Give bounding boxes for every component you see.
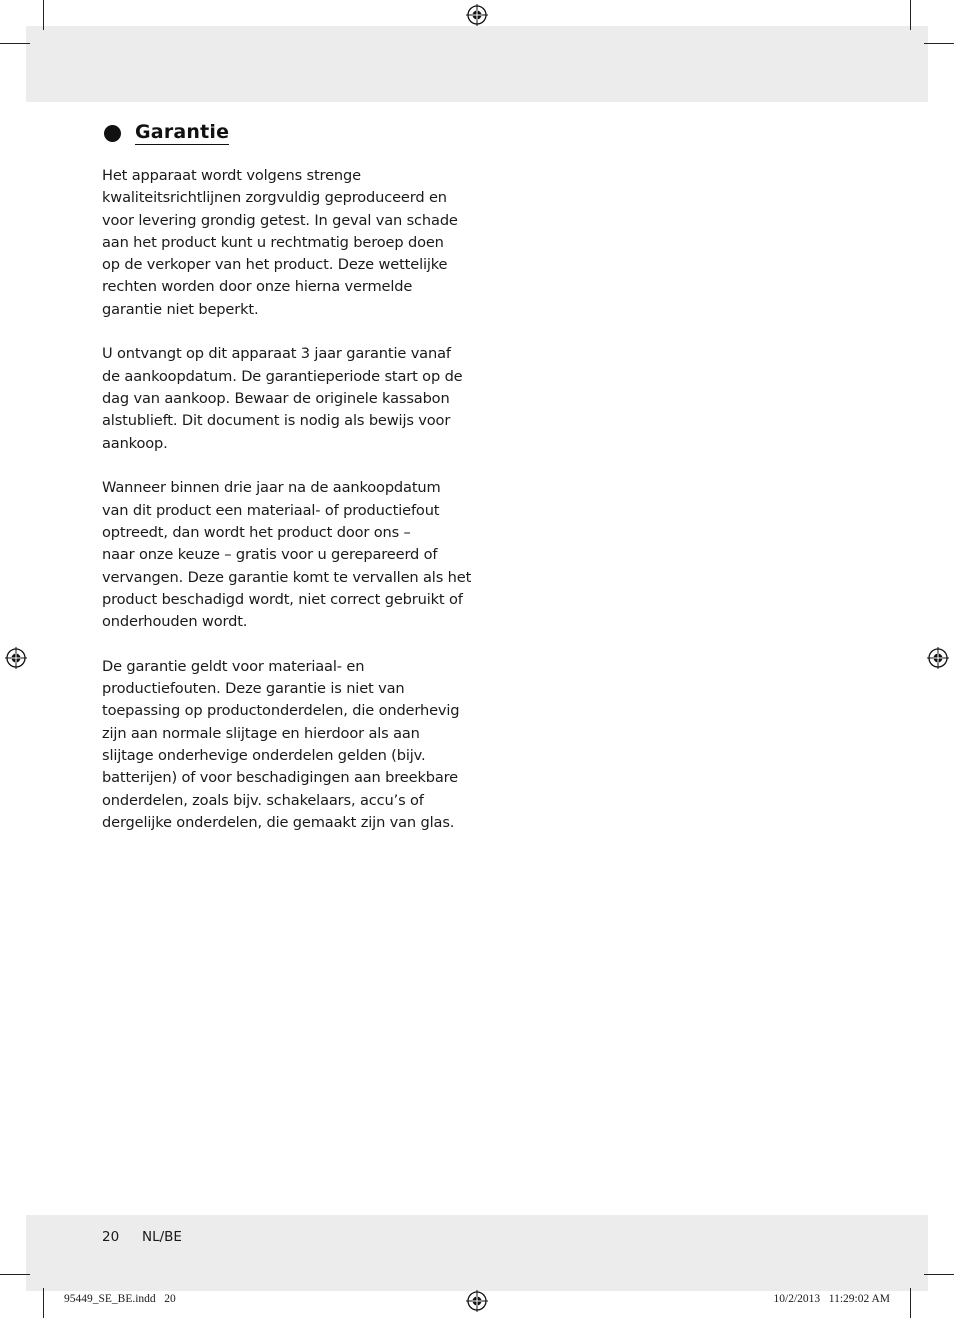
registration-mark-icon	[5, 647, 27, 669]
text-line: De garantie geldt voor materiaal- en	[102, 657, 365, 675]
text-line: productiefouten. Deze garantie is niet van	[102, 680, 405, 698]
text-line: zijn aan normale slijtage en hierdoor als aan	[102, 724, 420, 742]
text-line: de aankoopdatum. De garantieperiode start op de	[102, 367, 463, 385]
paragraph	[102, 656, 474, 834]
page-number: 20	[102, 1229, 120, 1245]
crop-mark	[910, 1288, 911, 1318]
text-line: naar onze keuze – gratis voor u gerepareerd of	[102, 546, 438, 564]
text-line: U ontvangt op dit apparaat 3 jaar garantie vanaf	[102, 345, 451, 363]
text-line: toepassing op productonderdelen, die onderhevig	[102, 702, 460, 720]
crop-mark	[0, 1274, 30, 1275]
header-band	[26, 26, 928, 102]
text-line: op de verkoper van het product. Deze wettelijke	[102, 256, 448, 274]
text-line: slijtage onderhevige onderdelen gelden (bijv.	[102, 747, 426, 764]
paragraph	[102, 343, 474, 454]
registration-mark-icon	[466, 1290, 488, 1312]
paragraph	[102, 477, 474, 633]
crop-mark	[43, 1288, 44, 1318]
crop-mark	[0, 43, 30, 44]
text-line: onderhouden wordt.	[102, 613, 248, 631]
footer-band	[26, 1215, 928, 1291]
crop-mark	[924, 1274, 954, 1275]
registration-mark-icon	[466, 4, 488, 26]
text-line: batterijen) of voor beschadigingen aan breekbare	[102, 769, 459, 787]
text-line: garantie niet beperkt.	[102, 300, 259, 318]
text-line: Het apparaat wordt volgens strenge	[102, 167, 361, 184]
text-line: optreedt, dan wordt het product door ons –	[102, 523, 411, 541]
text-line: van dit product een materiaal- of productiefout	[102, 501, 440, 519]
language-code: NL/BE	[142, 1229, 182, 1245]
text-line: aan het product kunt u rechtmatig beroep doen	[102, 233, 444, 251]
slug-timestamp: 10/2/2013 11:29:02 AM	[773, 1293, 890, 1305]
text-line: dergelijke onderdelen, die gemaakt zijn van glas.	[102, 813, 455, 831]
section-heading	[104, 121, 229, 145]
bullet-icon	[104, 125, 121, 142]
registration-mark-icon	[927, 647, 949, 669]
text-line: alstublieft. Dit document is nodig als bewijs voor	[102, 412, 451, 430]
text-line: rechten worden door onze hierna vermelde	[102, 278, 413, 296]
paragraph	[102, 165, 474, 321]
body-text	[102, 165, 474, 857]
text-line: kwaliteitsrichtlijnen zorgvuldig geproduceerd en	[102, 189, 447, 207]
crop-mark	[924, 43, 954, 44]
text-line: voor levering grondig getest. In geval van schade	[102, 211, 458, 229]
crop-mark	[910, 0, 911, 30]
text-line: aankoop.	[102, 434, 168, 452]
text-line: dag van aankoop. Bewaar de originele kassabon	[102, 390, 450, 408]
text-line: product beschadigd wordt, niet correct gebruikt of	[102, 590, 463, 608]
text-line: Wanneer binnen drie jaar na de aankoopdatum	[102, 479, 441, 497]
section-title: Garantie	[135, 121, 230, 143]
text-line: vervangen. Deze garantie komt te vervallen als het	[102, 568, 472, 586]
slug-filename: 95449_SE_BE.indd 20	[64, 1293, 176, 1305]
text-line: onderdelen, zoals bijv. schakelaars, accu’s of	[102, 791, 424, 809]
crop-mark	[43, 0, 44, 30]
